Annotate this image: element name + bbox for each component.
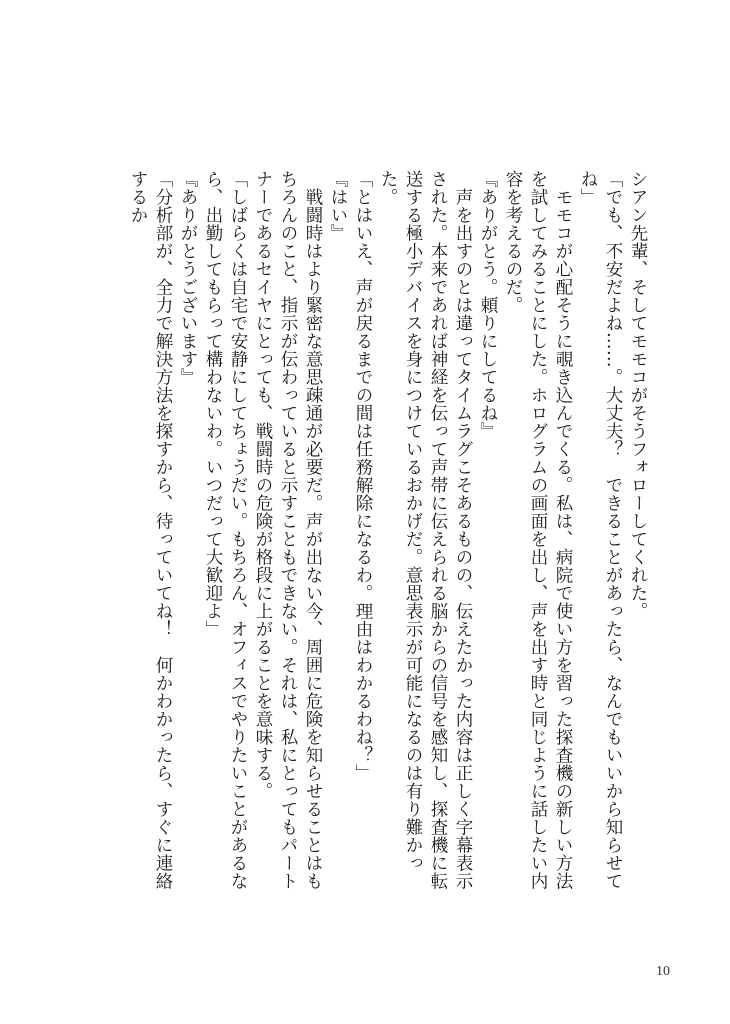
paragraph-7: 『はい』 — [328, 170, 348, 242]
vertical-text-body — [125, 170, 650, 890]
paragraph-6: 「とはいえ、声が戻るまでの間は任務解除になるわ。理由はわかるわね？」 — [353, 170, 373, 782]
paragraph-8: 戦闘時はより緊密な意思疎通が必要だ。声が出ない今、周囲に危険を知らせることはもちろんのこと、指示が伝わっていると示すこともできない。それは、私にとってもパートナーであるセイヤにとっても、戦闘時の危険が格段に上がることを意味する。 — [253, 170, 323, 890]
paragraph-3: モモコが心配そうに覗き込んでくる。私は、病院で使い方を習った探査機の新しい方法を試してみることにした。ホログラムの画面を出し、声を出す時と同じように話したい内容を考えるのだ。 — [503, 170, 573, 890]
paragraph-1: シアン先輩、そしてモモコがそうフォローしてくれた。 — [628, 170, 648, 620]
paragraph-4: 『ありがとう。頼りにしてるね』 — [478, 170, 498, 440]
paragraph-10: 『ありがとうございます』 — [178, 170, 198, 386]
paragraph-11: 「分析部が、全力で解決方法を探すから、待っていてね！ 何かわかったら、すぐに連絡するか — [128, 170, 173, 890]
page-number: 10 — [656, 964, 670, 979]
paragraph-2: 「でも、不安だよね……。大丈夫？ できることがあったら、なんでもいいから知らせてね」 — [578, 170, 623, 890]
paragraph-5: 声を出すのとは違ってタイムラグこそあるものの、伝えたかった内容は正しく字幕表示された。本来であれば神経を伝って声帯に伝えられる脳からの信号を感知し、探査機に転送する極小デバイスを身につけているおかげだ。意思表示が可能になるのは有り難かった。 — [378, 170, 473, 890]
paragraph-9: 「しばらくは自宅で安静にしてちょうだい。もちろん、オフィスでやりたいことがあるなら、出勤してもらって構わないわ。いつだって大歓迎よ」 — [203, 170, 248, 890]
